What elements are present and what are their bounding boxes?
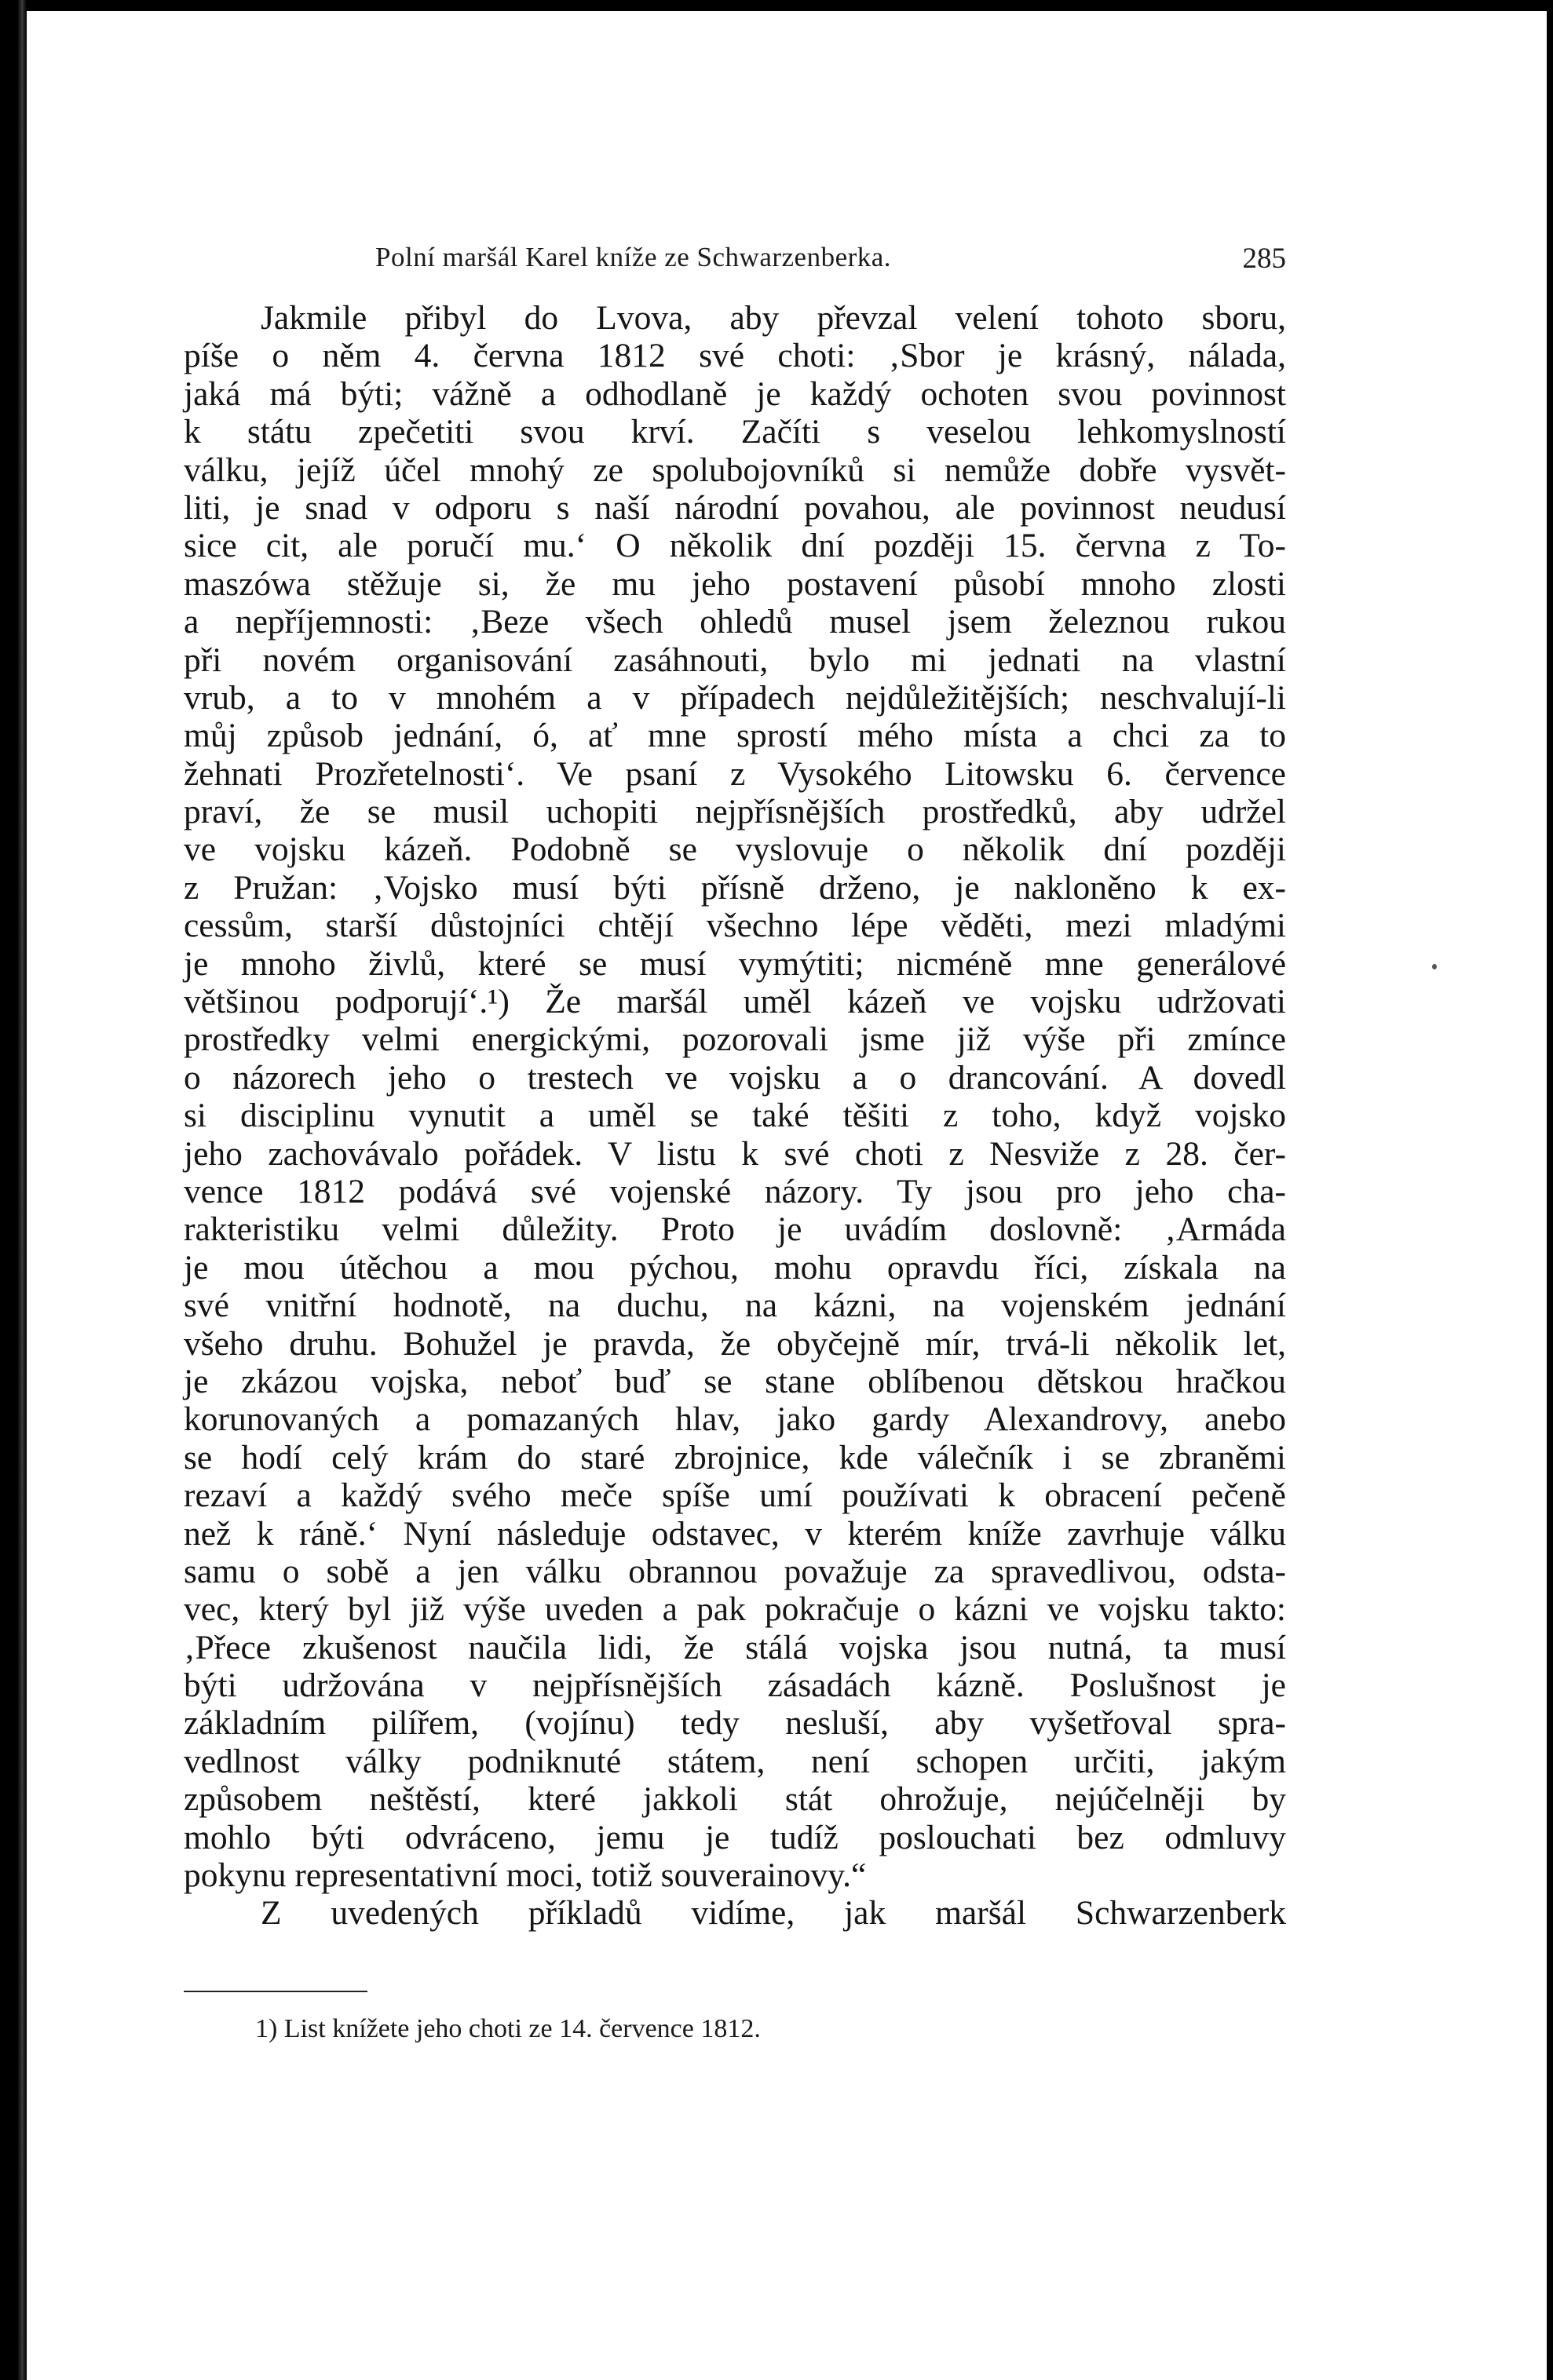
text-line: je mnoho živlů, které se musí vymýtiti; nicméně mne generálové [184, 944, 1286, 983]
text-line: základním pilířem, (vojínu) tedy nesluší, aby vyšetřoval spra- [184, 1704, 1286, 1743]
text-line: maszówa stěžuje si, že mu jeho postavení působí mnoho zlosti [184, 564, 1286, 603]
text-line: rezaví a každý svého meče spíše umí používati k obracení pečeně [184, 1477, 1286, 1515]
text-line: vec, který byl již výše uveden a pak pokračuje o kázni ve vojsku takto: [184, 1590, 1286, 1629]
text-line: při novém organisování zasáhnouti, bylo mi jednati na vlastní [184, 641, 1286, 679]
text-line: býti udržována v nejpřísnějších zásadách kázně. Poslušnost je [184, 1666, 1286, 1705]
text-line: je zkázou vojska, neboť buď se stane oblíbenou dětskou hračkou [184, 1362, 1286, 1400]
footnote [255, 2014, 761, 2044]
text-line: Jakmile přibyl do Lvova, aby převzal velení tohoto sboru, [261, 299, 1286, 337]
text-line: a nepříjemnosti: ‚Beze všech ohledů musel jsem železnou rukou [184, 603, 1286, 641]
text-line: rakteristiku velmi důležity. Proto je uvádím doslovně: ‚Armáda [184, 1210, 1286, 1249]
text-line: všeho druhu. Bohužel je pravda, že obyčejně mír, trvá-li několik let, [184, 1324, 1286, 1363]
running-title: Polní maršál Karel kníže ze Schwarzenberka. [375, 242, 892, 272]
text-line: Z uvedených příkladů vidíme, jak maršál Schwarzenberk [261, 1894, 1286, 1933]
text-line: si disciplinu vynutit a uměl se také těšiti z toho, když vojsko [184, 1097, 1286, 1135]
text-line: prostředky velmi energickými, pozorovali jsme již výše při zmínce [184, 1020, 1286, 1059]
text-line: ve vojsku kázeň. Podobně se vyslovuje o několik dní později [184, 830, 1286, 869]
text-line: o názorech jeho o trestech ve vojsku a o drancování. A dovedl [184, 1058, 1286, 1097]
body-text [184, 299, 1286, 1933]
text-line: praví, že se musil uchopiti nejpřísnějších prostředků, aby udržel [184, 793, 1286, 831]
page-number: 285 [1242, 243, 1286, 275]
scan-speck [1432, 964, 1437, 969]
text-line: ‚Přece zkušenost naučila lidi, že stálá vojska jsou nutná, ta musí [184, 1628, 1286, 1666]
text-line: válku, jejíž účel mnohý ze spolubojovníků si nemůže dobře vysvět- [184, 451, 1286, 489]
text-line: vence 1812 podává své vojenské názory. Ty jsou pro jeho cha- [184, 1172, 1286, 1210]
text-line: než k ráně.‘ Nyní následuje odstavec, v kterém kníže zavrhuje válku [184, 1514, 1286, 1553]
text-line: jaká má býti; vážně a odhodlaně je každý ochoten svou povinnost [184, 374, 1286, 413]
text-line: pokynu representativní moci, totiž souverainovy.“ [184, 1856, 867, 1895]
text-line: samu o sobě a jen válku obrannou považuje za spravedlivou, odsta- [184, 1552, 1286, 1590]
text-line: můj způsob jednání, ó, ať mne sprostí mého místa a chci za to [184, 717, 1286, 755]
text-line: z Pružan: ‚Vojsko musí býti přísně drženo, je nakloněno k ex- [184, 868, 1286, 907]
footnote-text: List knížete jeho choti ze 14. července 1812. [283, 2014, 761, 2043]
text-line: žehnati Prozřetelnosti‘. Ve psaní z Vysokého Litowsku 6. července [184, 754, 1286, 793]
text-line: píše o něm 4. června 1812 své choti: ‚Sbor je krásný, nálada, [184, 337, 1286, 375]
footnote-rule [184, 1991, 367, 1992]
scan-edge [0, 0, 27, 2380]
text-line: sice cit, ale poručí mu.‘ O několik dní později 15. června z To- [184, 527, 1286, 565]
text-line: většinou podporují‘.¹) Že maršál uměl kázeň ve vojsku udržovati [184, 983, 1286, 1021]
text-line: jeho zachovávalo pořádek. V listu k své choti z Nesviže z 28. čer- [184, 1134, 1286, 1173]
text-line: způsobem neštěstí, které jakkoli stát ohrožuje, nejúčelněji by [184, 1780, 1286, 1819]
text-line: se hodí celý krám do staré zbrojnice, kde válečník i se zbraněmi [184, 1438, 1286, 1477]
text-line: vedlnost války podniknuté státem, není schopen určiti, jakým [184, 1742, 1286, 1780]
text-line: vrub, a to v mnohém a v případech nejdůležitějších; neschvalují-li [184, 678, 1286, 717]
text-line: je mou útěchou a mou pýchou, mohu opravdu říci, získala na [184, 1248, 1286, 1287]
footnote-marker: 1) [255, 2014, 278, 2043]
text-line: své vnitřní hodnotě, na duchu, na kázni, na vojenském jednání [184, 1287, 1286, 1325]
text-line: korunovaných a pomazaných hlav, jako gardy Alexandrovy, anebo [184, 1400, 1286, 1439]
text-line: mohlo býti odvráceno, jemu je tudíž poslouchati bez odmluvy [184, 1818, 1286, 1856]
text-line: k státu zpečetiti svou krví. Začíti s veselou lehkomyslností [184, 413, 1286, 451]
text-line: cessům, starší důstojníci chtějí všechno lépe věděti, mezi mladými [184, 907, 1286, 945]
text-line: liti, je snad v odporu s naší národní povahou, ale povinnost neudusí [184, 488, 1286, 527]
